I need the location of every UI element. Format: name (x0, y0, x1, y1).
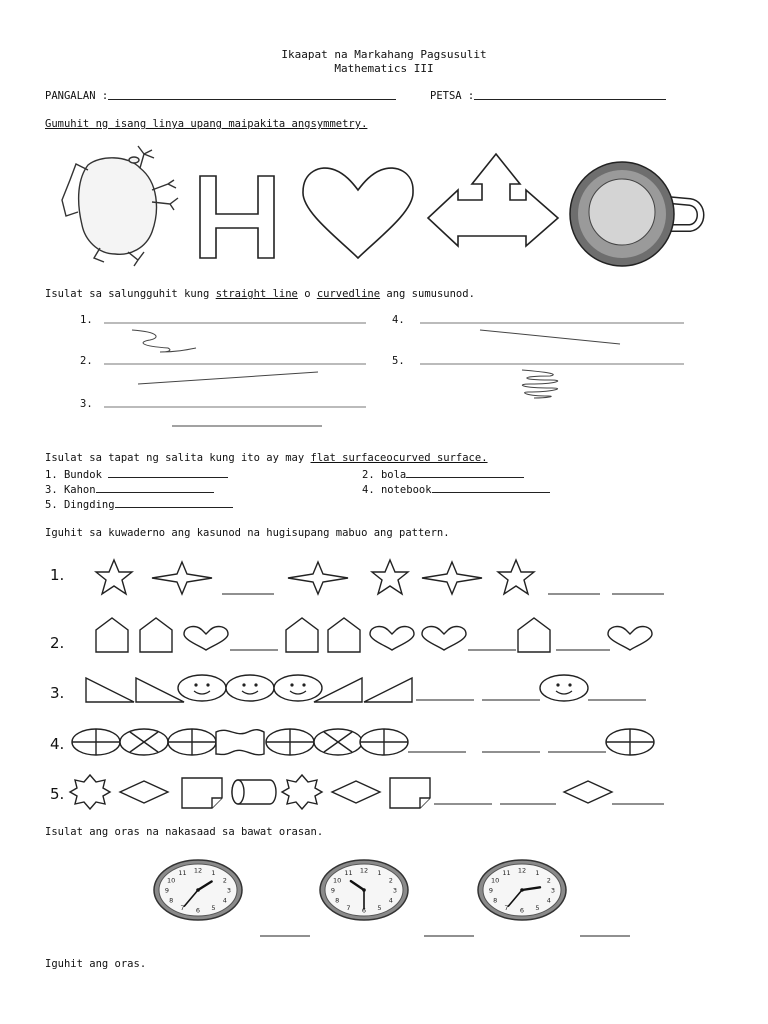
pattern-row-5 (70, 775, 664, 809)
pattern-row-1 (96, 560, 664, 594)
clock-numeral: 2 (222, 876, 227, 885)
straight-line-sample (138, 372, 318, 384)
clock-numeral: 4 (388, 896, 393, 905)
option-straight-line: straight line (215, 288, 298, 300)
section6-instruction: Iguhit ang oras. (45, 958, 147, 970)
page-subtitle: Mathematics III (334, 62, 434, 75)
answer-blank[interactable] (406, 466, 524, 478)
clock-numeral: 10 (491, 876, 500, 885)
clock-numeral: 4 (546, 896, 551, 905)
section1-instruction: Gumuhit ng isang linya upang maipakita angsymmetry. (45, 118, 368, 130)
answer-blank[interactable] (115, 496, 233, 508)
item-label: 5. Dingding (45, 499, 115, 511)
clock-exercises (0, 850, 768, 950)
pattern-row-3 (86, 675, 646, 702)
instruction-text: Isulat sa tapat ng salita kung ito ay may (45, 452, 311, 464)
pattern-row-number: 4. (50, 735, 65, 753)
surface-item (45, 481, 214, 496)
page-title: Ikaapat na Markahang Pagsusulit (281, 48, 487, 61)
clock-numeral: 6 (519, 906, 525, 915)
clock-1 (154, 860, 242, 920)
clock-numeral: 7 (504, 903, 509, 912)
clock-numeral: 8 (169, 896, 174, 905)
line-item-number: 4. (392, 314, 405, 326)
clock-center (196, 888, 200, 892)
clock-numeral: 9 (330, 886, 336, 895)
section3-instruction (45, 452, 488, 464)
pattern-row-4 (72, 729, 654, 755)
clock-numeral: 12 (359, 866, 369, 875)
item-label: 3. Kahon (45, 484, 96, 496)
section2-instruction (45, 288, 475, 300)
curved-line-sample (132, 330, 196, 352)
clock-numeral: 9 (164, 886, 170, 895)
clock-numeral: 6 (361, 906, 367, 915)
frog-icon (62, 146, 178, 266)
clock-numeral: 6 (195, 906, 201, 915)
clock-numeral: 10 (333, 876, 342, 885)
clock-numeral: 1 (377, 869, 382, 878)
line-item-number: 5. (392, 355, 405, 367)
name-field[interactable] (108, 99, 396, 100)
clock-numeral: 2 (546, 876, 551, 885)
clock-numeral: 11 (502, 869, 511, 878)
line-item-number: 2. (80, 355, 93, 367)
clock-numeral: 11 (344, 869, 353, 878)
item-label: 1. Bundok (45, 469, 102, 481)
clock-numeral: 1 (535, 869, 540, 878)
clock-numeral: 2 (388, 876, 393, 885)
clock-numeral: 8 (335, 896, 340, 905)
clock-numeral: 5 (535, 903, 540, 912)
clock-numeral: 9 (488, 886, 494, 895)
clock-3 (478, 860, 566, 920)
clock-numeral: 3 (550, 886, 556, 895)
item-label: 2. bola (362, 469, 407, 481)
clock-numeral: 7 (180, 903, 185, 912)
item-label: 4. notebook (362, 484, 432, 496)
clock-numeral: 12 (517, 866, 527, 875)
pattern-row-number: 3. (50, 684, 65, 702)
straight-line-sample (480, 330, 620, 344)
pattern-row-number: 1. (50, 566, 65, 584)
triple-arrow-icon (428, 154, 558, 246)
cup-icon (570, 162, 701, 266)
answer-blank[interactable] (108, 466, 228, 478)
clock-numeral: 4 (222, 896, 227, 905)
clock-numeral: 3 (226, 886, 232, 895)
date-field[interactable] (474, 99, 666, 100)
surface-item (45, 466, 228, 481)
section5-instruction: Isulat ang oras na nakasaad sa bawat orasan. (45, 826, 324, 838)
name-label: PANGALAN : (45, 90, 109, 102)
surface-item (45, 496, 233, 511)
clock-numeral: 5 (211, 903, 216, 912)
surface-item (362, 481, 550, 496)
surface-options: flat surfaceocurved surface. (310, 452, 488, 464)
clock-numeral: 1 (211, 869, 216, 878)
option-curved-line: curvedline (316, 288, 381, 300)
curved-line-sample (522, 370, 558, 398)
line-item-number: 1. (80, 314, 93, 326)
surface-item (362, 466, 524, 481)
clock-numeral: 10 (167, 876, 176, 885)
symmetry-shapes (40, 140, 720, 270)
clock-center (520, 888, 524, 892)
clock-numeral: 12 (193, 866, 203, 875)
answer-blank[interactable] (432, 481, 550, 493)
clock-numeral: 3 (392, 886, 398, 895)
date-label: PETSA : (430, 90, 475, 102)
instruction-text: Isulat sa salungguhit kung (45, 288, 216, 300)
instruction-text: o (297, 288, 317, 300)
pattern-row-number: 5. (50, 785, 65, 803)
answer-blank[interactable] (96, 481, 214, 493)
pattern-exercises (0, 550, 768, 810)
clock-2 (320, 860, 408, 920)
line-item-number: 3. (80, 398, 93, 410)
clock-numeral: 7 (346, 903, 351, 912)
pattern-row-2 (96, 618, 652, 652)
clock-numeral: 5 (377, 903, 382, 912)
line-exercises (0, 310, 768, 440)
pattern-row-number: 2. (50, 634, 65, 652)
clock-numeral: 11 (178, 869, 187, 878)
instruction-text: ang sumusunod. (380, 288, 475, 300)
clock-center (362, 888, 366, 892)
heart-icon (303, 168, 413, 258)
clock-numeral: 8 (493, 896, 498, 905)
letter-h-icon (200, 176, 274, 258)
section4-instruction: Iguhit sa kuwaderno ang kasunod na hugisupang mabuo ang pattern. (45, 527, 450, 539)
